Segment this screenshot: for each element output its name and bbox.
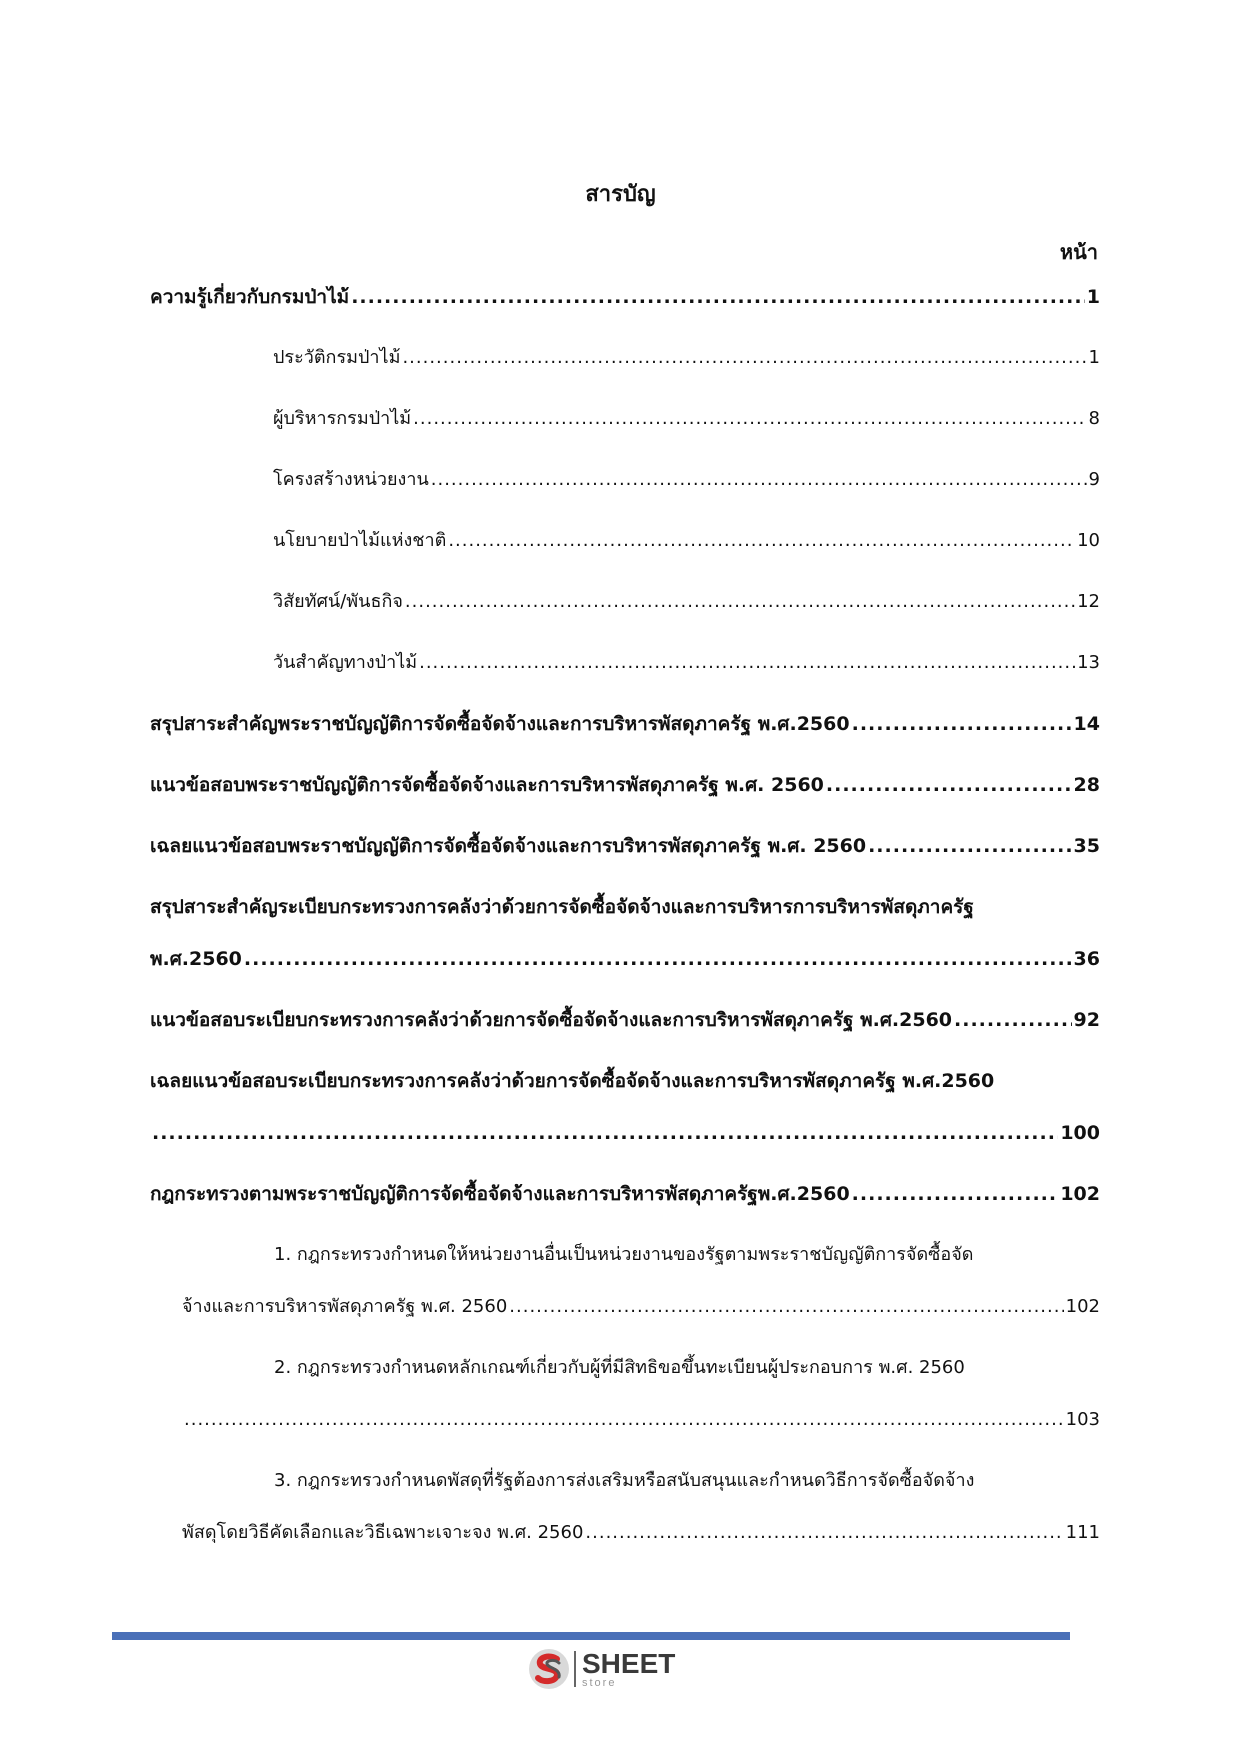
dot-leader [868, 831, 1071, 861]
logo-name: SHEET [582, 1647, 676, 1679]
toc-law-item[interactable] [150, 1240, 1100, 1322]
toc-subentry[interactable] [150, 526, 1100, 556]
toc-entry-text: วันสำคัญทางป่าไม้ [273, 652, 418, 673]
page-column-header: หน้า [1059, 240, 1098, 264]
dot-leader [413, 404, 1086, 434]
dot-leader [244, 944, 1072, 974]
toc-entry-text: แนวข้อสอบพระราชบัญญัติการจัดซื้อจัดจ้างและการบริหารพัสดุภาครัฐ พ.ศ. 2560 [150, 774, 824, 796]
toc-subentry[interactable] [150, 587, 1100, 617]
toc-entry-page: 14 [1073, 713, 1100, 735]
toc-entry-page: 28 [1073, 774, 1100, 796]
toc-entry-text: 3. กฎกระทรวงกำหนดพัสดุที่รัฐต้องการส่งเสริมหรือสนับสนุนและกำหนดวิธีการจัดซื้อจัดจ้าง [274, 1470, 975, 1491]
toc-entry-text: สรุปสาระสำคัญพระราชบัญญัติการจัดซื้อจัดจ้างและการบริหารพัสดุภาครัฐ พ.ศ.2560 [150, 713, 850, 735]
toc-law-item[interactable] [150, 1353, 1100, 1435]
table-of-contents [150, 282, 1100, 1579]
dot-leader [431, 465, 1087, 495]
dot-leader [351, 282, 1085, 312]
toc-entry-text: 2. กฎกระทรวงกำหนดหลักเกณฑ์เกี่ยวกับผู้ที่มีสิทธิขอขึ้นทะเบียนผู้ประกอบการ พ.ศ. 2560 [274, 1357, 965, 1378]
toc-entry-forestry[interactable] [150, 282, 1100, 312]
toc-entry-text: สรุปสาระสำคัญระเบียบกระทรวงการคลังว่าด้วยการจัดซื้อจัดจ้างและการบริหารการบริหารพัสดุภาครัฐ [150, 896, 974, 918]
toc-entry-act-summary[interactable] [150, 709, 1100, 739]
toc-entry-regulation-summary[interactable] [150, 892, 1100, 974]
toc-entry-text-cont: พ.ศ.2560 [150, 948, 242, 970]
dot-leader [152, 1118, 1058, 1148]
toc-entry-regulation-answers[interactable] [150, 1066, 1100, 1148]
toc-entry-page: 1 [1086, 286, 1100, 308]
toc-entry-text-cont: พัสดุโดยวิธีคัดเลือกและวิธีเฉพาะเจาะจง พ.ศ. 2560 [182, 1522, 584, 1543]
toc-entry-page: 36 [1073, 948, 1100, 970]
page-title: สารบัญ [585, 182, 656, 207]
toc-subentry[interactable] [150, 404, 1100, 434]
toc-entry-text: นโยบายป่าไม้แห่งชาติ [273, 530, 447, 551]
logo-divider [574, 1651, 576, 1687]
toc-subentry[interactable] [150, 648, 1100, 678]
toc-entry-text: เฉลยแนวข้อสอบระเบียบกระทรวงการคลังว่าด้วยการจัดซื้อจัดจ้างและการบริหารพัสดุภาครัฐ พ.ศ.2560 [150, 1070, 995, 1092]
dot-leader [184, 1405, 1064, 1435]
toc-entry-regulation-exam[interactable] [150, 1005, 1100, 1035]
toc-entry-text: วิสัยทัศน์/พันธกิจ [273, 591, 403, 612]
dot-leader [585, 1518, 1063, 1548]
toc-entry-page: 92 [1073, 1009, 1100, 1031]
toc-subentry[interactable] [150, 465, 1100, 495]
toc-entry-page: 1 [1088, 347, 1100, 368]
toc-entry-page: 103 [1065, 1409, 1100, 1430]
dot-leader [448, 526, 1075, 556]
dot-leader [852, 709, 1072, 739]
toc-entry-page: 35 [1073, 835, 1100, 857]
footer-rule [112, 1632, 1070, 1640]
dot-leader [419, 648, 1075, 678]
dot-leader [509, 1292, 1063, 1322]
toc-entry-page: 100 [1060, 1122, 1100, 1144]
toc-entry-page: 12 [1077, 591, 1100, 612]
toc-entry-page: 13 [1077, 652, 1100, 673]
toc-entry-ministerial-rules[interactable] [150, 1179, 1100, 1209]
toc-entry-text: กฎกระทรวงตามพระราชบัญญัติการจัดซื้อจัดจ้างและการบริหารพัสดุภาครัฐพ.ศ.2560 [150, 1183, 850, 1205]
toc-entry-text-cont: จ้างและการบริหารพัสดุภาครัฐ พ.ศ. 2560 [182, 1296, 508, 1317]
toc-entry-text: เฉลยแนวข้อสอบพระราชบัญญัติการจัดซื้อจัดจ้างและการบริหารพัสดุภาครัฐ พ.ศ. 2560 [150, 835, 867, 857]
toc-entry-page: 102 [1060, 1183, 1100, 1205]
toc-entry-page: 10 [1077, 530, 1100, 551]
sheet-store-logo [528, 1648, 675, 1690]
toc-subentry[interactable] [150, 343, 1100, 373]
dot-leader [402, 343, 1086, 373]
toc-entry-text: 1. กฎกระทรวงกำหนดให้หน่วยงานอื่นเป็นหน่วยงานของรัฐตามพระราชบัญญัติการจัดซื้อจัด [274, 1244, 974, 1265]
dot-leader [405, 587, 1075, 617]
toc-entry-text: ประวัติกรมป่าไม้ [273, 347, 401, 368]
dot-leader [852, 1179, 1059, 1209]
toc-entry-page: 111 [1065, 1522, 1100, 1543]
logo-subtext: store [582, 1676, 617, 1689]
toc-entry-act-exam[interactable] [150, 770, 1100, 800]
logo-s-icon [528, 1648, 570, 1690]
toc-entry-text: โครงสร้างหน่วยงาน [273, 469, 429, 490]
toc-entry-page: 8 [1088, 408, 1100, 429]
toc-entry-act-answers[interactable] [150, 831, 1100, 861]
toc-entry-text: ผู้บริหารกรมป่าไม้ [273, 408, 412, 429]
toc-entry-page: 102 [1065, 1296, 1100, 1317]
toc-law-item[interactable] [150, 1466, 1100, 1548]
toc-entry-text: แนวข้อสอบระเบียบกระทรวงการคลังว่าด้วยการจัดซื้อจัดจ้างและการบริหารพัสดุภาครัฐ พ.ศ.2560 [150, 1009, 953, 1031]
toc-entry-text: ความรู้เกี่ยวกับกรมป่าไม้ [150, 286, 350, 308]
dot-leader [954, 1005, 1072, 1035]
dot-leader [826, 770, 1072, 800]
toc-entry-page: 9 [1088, 469, 1100, 490]
